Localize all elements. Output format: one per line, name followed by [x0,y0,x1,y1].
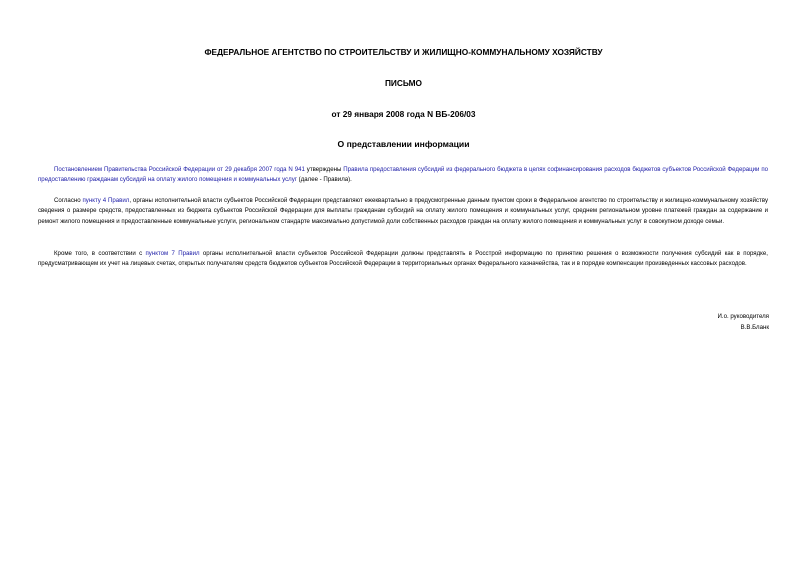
paragraph-1-text-1: утверждены [304,166,344,173]
paragraph-3-text-2: органы исполнительной власти субъектов Российской Федерации должны представлять в Росстрой информацию по принятию решения о возможности получения субсидий как в порядке, предусматривающем их учет на лицевых счетах, открытых получателям средств бюджетов субъектов Российской Федерации в территориальных органах Федерального казначейства, так и в порядке компенсации произведенных кассовых расходов. [38,250,768,268]
link-subsidy-rules[interactable]: Правила предоставления субсидий из федерального бюджета в целях софинансирования расходов бюджетов субъектов Российской Федерации по предоставлению гражданам субсидий на оплату жилого помещения и коммунальных услуг [38,166,769,184]
paragraph-2-text-1: Согласно [54,197,83,204]
link-rules-item-7[interactable]: пунктом 7 Правил [145,250,200,257]
paragraph-1 [38,165,768,186]
paragraph-3 [38,249,768,270]
paragraph-1-text-2: (далее - Правила). [296,176,352,184]
signatory-position: И.о. руководителя [717,313,769,320]
paragraph-3-text-1: Кроме того, в соответствии с [54,250,146,257]
paragraph-2 [38,196,768,227]
document-subject: О представлении информации [337,139,470,149]
link-government-resolution[interactable]: Постановлением Правительства Российской Федерации от 29 декабря 2007 года N 941 [54,166,305,173]
agency-title: ФЕДЕРАЛЬНОЕ АГЕНТСТВО ПО СТРОИТЕЛЬСТВУ И ЖИЛИЩНО-КОММУНАЛЬНОМУ ХОЗЯЙСТВУ [204,47,603,57]
link-rules-item-4[interactable]: пункту 4 Правил [82,197,130,204]
document-type: ПИСЬМО [384,78,423,88]
paragraph-2-text-2: , органы исполнительной власти субъектов Российской Федерации представляют ежеквартально в предусмотренные данным пунктом сроки в Федеральное агентство по строительству и жилищно-коммунальному хозяйству сведения о размере средств, предоставленных из бюджета субъектов Российской Федерации для выплаты гражданам субсидий на оплату жилого помещения и коммунальных услуг, среднем региональном уровне платежей граждан за содержание и ремонт жилого помещения и предоставленные коммунальные услуги, региональном стандарте максимально допустимой доли собственных расходов граждан на оплату жилого помещения и коммунальных услуг в совокупном доходе семьи. [38,197,768,225]
signatory-name: В.В.Бланк [740,324,769,331]
document-date-number: от 29 января 2008 года N ВБ-206/03 [331,109,476,119]
